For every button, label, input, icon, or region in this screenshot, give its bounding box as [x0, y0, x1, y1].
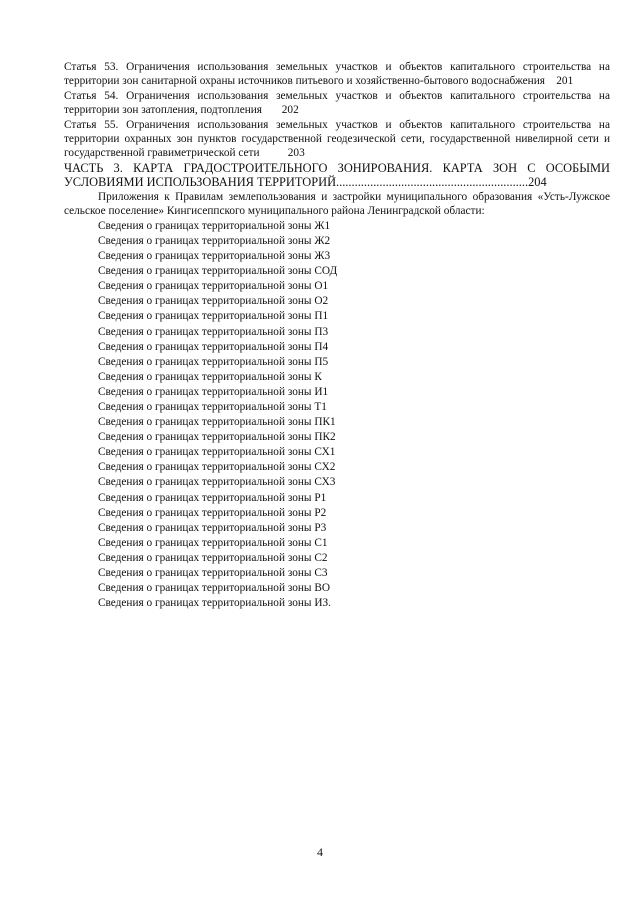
toc-entry-page: 201: [556, 75, 574, 88]
zone-list-item: Сведения о границах территориальной зоны К: [98, 370, 322, 383]
toc-entry-part-3[interactable]: [64, 161, 610, 190]
zone-list-item: Сведения о границах территориальной зоны Р3: [98, 521, 327, 534]
toc-entry-page: 204: [528, 175, 547, 190]
zone-list-item: Сведения о границах территориальной зоны ИЗ.: [98, 597, 331, 610]
toc-entry-page: 202: [281, 104, 299, 117]
zone-list-item: Сведения о границах территориальной зоны П5: [98, 355, 329, 368]
toc-entry-text: Статья 54. Ограничения использования земельных участков и объектов капитального строительства на территории зон затопления, подтопления: [64, 89, 610, 117]
toc-entry-article-53[interactable]: [64, 60, 610, 89]
zone-list-item: Сведения о границах территориальной зоны С1: [98, 536, 328, 549]
zone-list-item: Сведения о границах территориальной зоны С2: [98, 551, 328, 564]
zone-list-item: Сведения о границах территориальной зоны О1: [98, 280, 329, 293]
zone-list-item: Сведения о границах территориальной зоны Ж3: [98, 250, 331, 263]
zone-list-item: Сведения о границах территориальной зоны Р2: [98, 506, 327, 519]
zone-list-item: Сведения о границах территориальной зоны П3: [98, 325, 329, 338]
toc-entry-article-55[interactable]: [64, 118, 610, 161]
zone-list-item: Сведения о границах территориальной зоны СХ3: [98, 476, 336, 489]
toc-entry-text: Статья 55. Ограничения использования земельных участков и объектов капитального строительства на территории охранных зон пунктов государственной геодезической сети, государственной нивелирной сети и государственной гравиметрической сети: [64, 118, 610, 160]
zone-list-item: Сведения о границах территориальной зоны С3: [98, 567, 328, 579]
zone-list-item: Сведения о границах территориальной зоны ВО: [98, 582, 331, 595]
toc-entry-text: ЧАСТЬ 3. КАРТА ГРАДОСТРОИТЕЛЬНОГО ЗОНИРОВАНИЯ. КАРТА ЗОН С ОСОБЫМИ УСЛОВИЯМИ ИСПОЛЬЗОВАНИЯ ТЕРРИТОРИЙ: [64, 160, 610, 190]
zone-list-item: Сведения о границах территориальной зоны ПК1: [98, 416, 336, 429]
toc-entry-article-54[interactable]: [64, 89, 610, 118]
zone-list-item: Сведения о границах территориальной зоны П1: [98, 310, 329, 323]
zone-list-item: Сведения о границах территориальной зоны Ж2: [98, 234, 331, 247]
toc-entry-text: Статья 53. Ограничения использования земельных участков и объектов капитального строительства на территории зон санитарной охраны источников питьевого и хозяйственно-бытового водоснабжения: [64, 61, 610, 88]
zone-list-item: Сведения о границах территориальной зоны ПК2: [98, 431, 336, 444]
zone-list: [64, 219, 610, 611]
zone-list-item: Сведения о границах территориальной зоны П4: [98, 340, 329, 353]
zone-list-item: Сведения о границах территориальной зоны СХ2: [98, 461, 336, 474]
zone-list-item: Сведения о границах территориальной зоны Ж1: [98, 219, 331, 232]
page-number: 4: [317, 845, 323, 859]
zone-list-item: Сведения о границах территориальной зоны Р1: [98, 491, 327, 504]
zone-list-item: Сведения о границах территориальной зоны Т1: [98, 400, 327, 413]
toc-entry-page: 203: [287, 147, 305, 160]
zone-list-item: Сведения о границах территориальной зоны СОД: [98, 265, 338, 278]
appendix-intro: Приложения к Правилам землепользования и застройки муниципального образования «Усть-Лужское сельское поселение» Кингисеппского муниципального района Ленинградской области:: [64, 191, 610, 218]
zone-list-item: Сведения о границах территориальной зоны И1: [98, 385, 329, 398]
zone-list-item: Сведения о границах территориальной зоны СХ1: [98, 446, 336, 459]
zone-list-item: Сведения о границах территориальной зоны О2: [98, 295, 329, 308]
toc-leader-dots: ..............................................................: [336, 175, 529, 190]
document-page: [64, 60, 610, 611]
